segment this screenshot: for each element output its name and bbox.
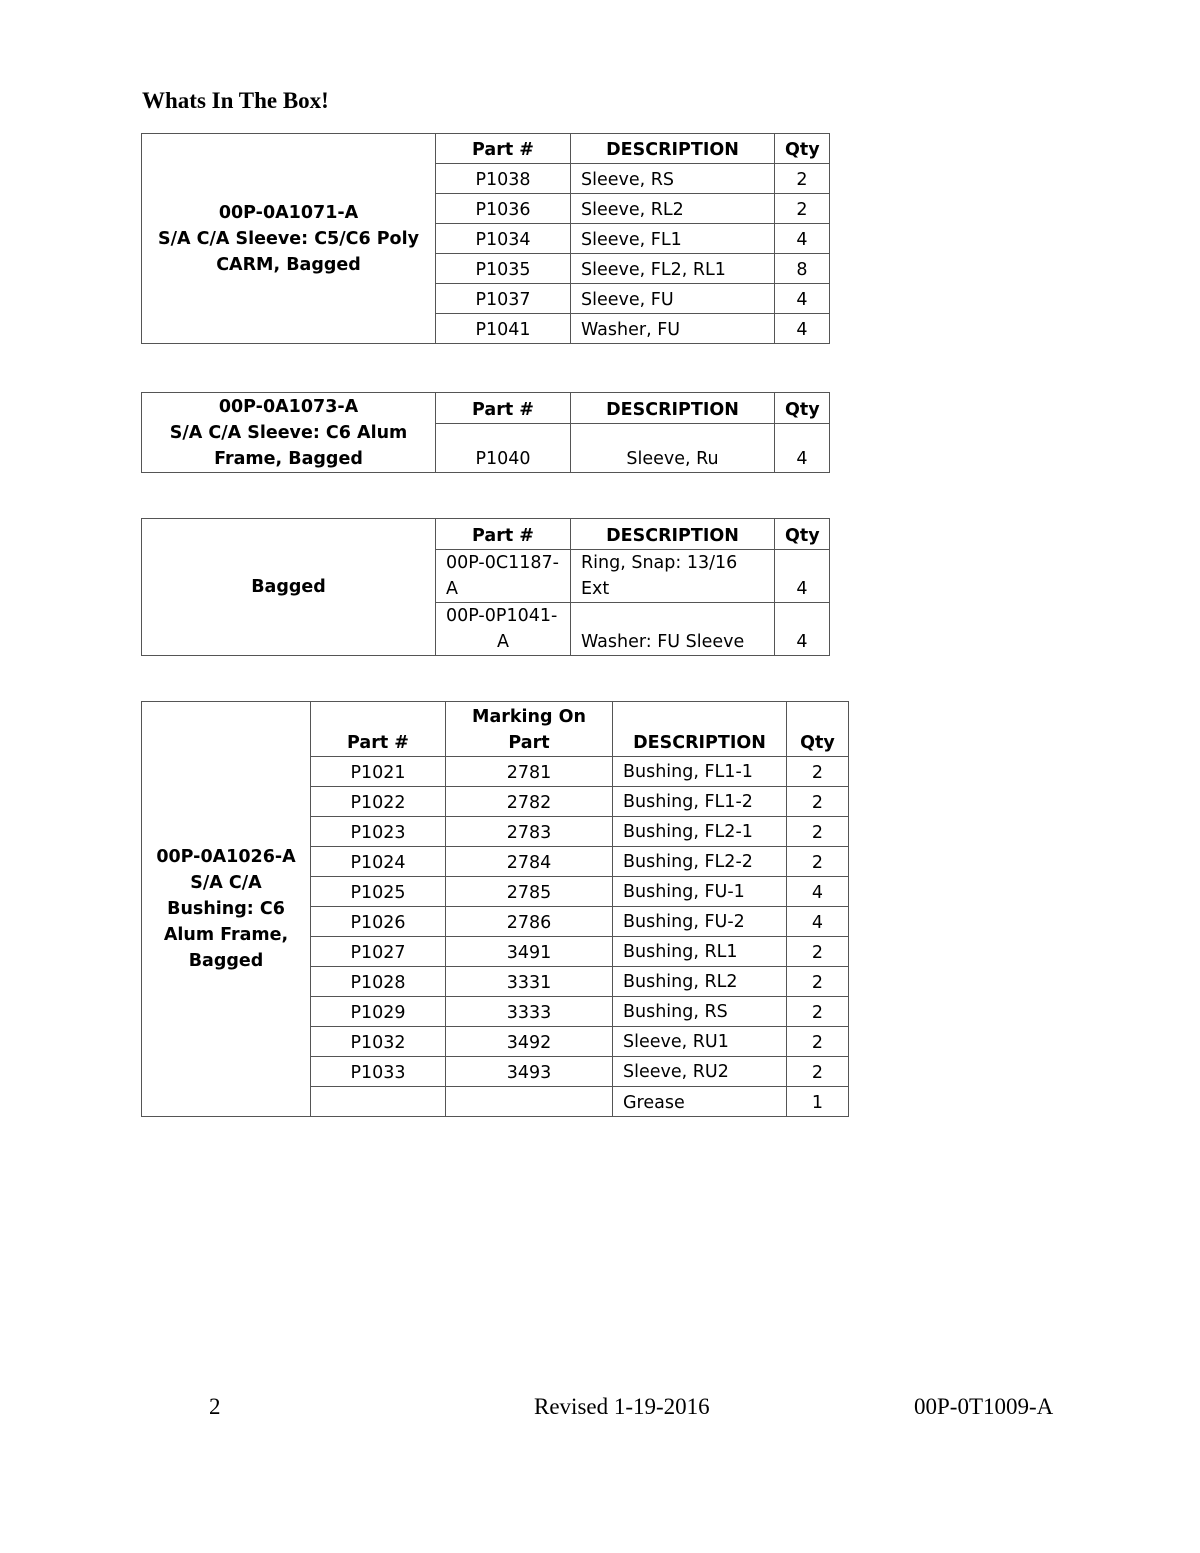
col-header-description: DESCRIPTION	[613, 702, 787, 757]
col-header-description: DESCRIPTION	[571, 134, 775, 164]
table-row: P1033 3493 Sleeve, RU2 2	[142, 1057, 849, 1087]
table-row: P1035 Sleeve, FL2, RL1 8	[142, 254, 830, 284]
table-row: P1027 3491 Bushing, RL1 2	[142, 937, 849, 967]
table-row: P1023 2783 Bushing, FL2-1 2	[142, 817, 849, 847]
table-row: P1032 3492 Sleeve, RU1 2	[142, 1027, 849, 1057]
parts-table-bagged	[141, 518, 830, 656]
col-header-qty: Qty	[775, 519, 830, 550]
kit-label: 00P-0A1026-A S/A C/A Bushing: C6 Alum Frame, Bagged	[142, 702, 311, 1117]
table-row: P1038 Sleeve, RS 2	[142, 164, 830, 194]
table-row: P1022 2782 Bushing, FL1-2 2	[142, 787, 849, 817]
col-header-description: DESCRIPTION	[571, 519, 775, 550]
kit-label: Bagged	[142, 519, 436, 656]
table-row: P1026 2786 Bushing, FU-2 4	[142, 907, 849, 937]
parts-table-00p-0a1073-a	[141, 392, 830, 473]
parts-table-00p-0a1071-a	[141, 133, 830, 344]
page-number: 2	[209, 1394, 221, 1419]
table-row: P1025 2785 Bushing, FU-1 4	[142, 877, 849, 907]
table-row: P1028 3331 Bushing, RL2 2	[142, 967, 849, 997]
table-row: Grease 1	[142, 1087, 849, 1117]
table-row: P1024 2784 Bushing, FL2-2 2	[142, 847, 849, 877]
revised-date: Revised 1-19-2016	[534, 1394, 710, 1419]
col-header-part: Part #	[436, 519, 571, 550]
table-row: P1036 Sleeve, RL2 2	[142, 194, 830, 224]
table-row: P1021 2781 Bushing, FL1-1 2	[142, 757, 849, 787]
col-header-part: Part #	[436, 393, 571, 424]
col-header-part: Part #	[436, 134, 571, 164]
page-title: Whats In The Box!	[142, 88, 329, 113]
col-header-qty: Qty	[775, 134, 830, 164]
col-header-part: Part #	[311, 702, 446, 757]
table-row: 00P-0C1187- A Ring, Snap: 13/16 Ext 4	[142, 550, 830, 603]
table-row: 00P-0P1041- A Washer: FU Sleeve 4	[142, 603, 830, 656]
col-header-description: DESCRIPTION	[571, 393, 775, 424]
col-header-qty: Qty	[775, 393, 830, 424]
kit-label: 00P-0A1071-A S/A C/A Sleeve: C5/C6 Poly CARM, Bagged	[142, 134, 436, 344]
table-row: P1029 3333 Bushing, RS 2	[142, 997, 849, 1027]
kit-label: 00P-0A1073-A S/A C/A Sleeve: C6 Alum Frame, Bagged	[142, 393, 436, 473]
table-row: P1041 Washer, FU 4	[142, 314, 830, 344]
table-row: P1040 Sleeve, Ru 4	[142, 424, 830, 473]
col-header-qty: Qty	[787, 702, 849, 757]
document-number: 00P-0T1009-A	[914, 1394, 1054, 1419]
parts-table-00p-0a1026-a	[141, 701, 849, 1117]
col-header-marking: Marking On Part	[446, 702, 613, 757]
table-row: P1037 Sleeve, FU 4	[142, 284, 830, 314]
table-row: P1034 Sleeve, FL1 4	[142, 224, 830, 254]
